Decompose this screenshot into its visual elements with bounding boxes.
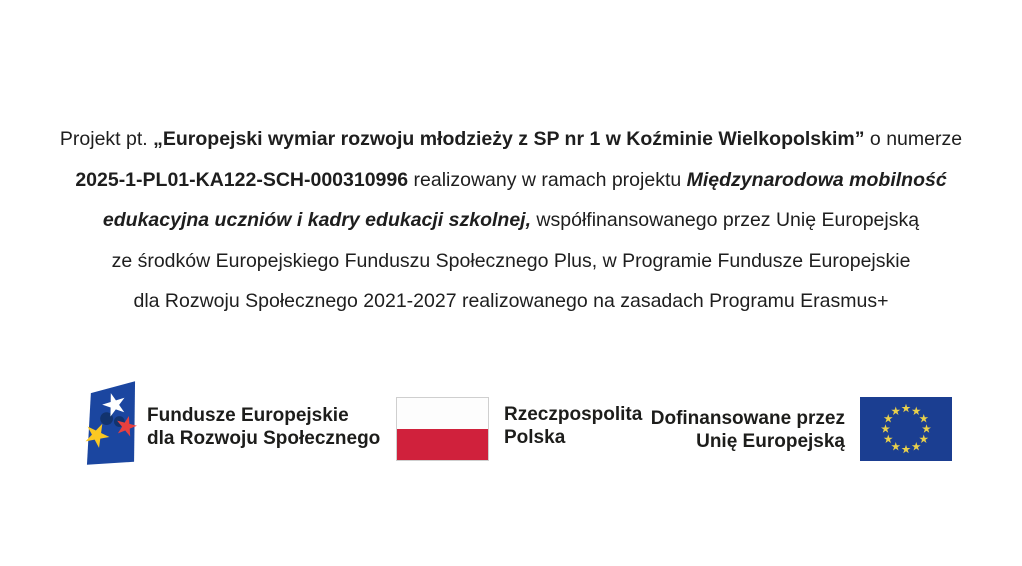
paragraph-line-3	[0, 200, 1022, 241]
text-run: o numerze	[864, 128, 963, 150]
text-run-bold: „Europejski wymiar rozwoju młodzieży z SP nr 1 w Koźminie Wielkopolskim”	[153, 128, 865, 150]
paragraph-line-1	[0, 119, 1022, 160]
eu-label-line2: Unię Europejską	[696, 431, 845, 452]
poland-label-line2: Polska	[504, 427, 566, 448]
text-run: Projekt pt.	[59, 128, 154, 150]
paragraph-line-4	[0, 241, 1022, 282]
fundusze-europejskie-label	[147, 404, 380, 450]
text-run: ze środków Europejskiego Funduszu Społecznego Plus, w Programie Fundusze Europejskie	[111, 249, 911, 272]
fundusze-label-line2: dla Rozwoju Społecznego	[147, 428, 381, 449]
text-run-bold-italic: edukacyjna uczniów i kadry edukacji szkolnej,	[102, 209, 531, 231]
poland-flag-white-stripe	[397, 398, 488, 429]
rzeczpospolita-polska-label	[504, 403, 642, 449]
eu-funding-label	[651, 407, 845, 453]
poland-flag-red-stripe	[397, 429, 488, 460]
poland-flag-icon	[396, 397, 489, 461]
paragraph-line-2	[0, 160, 1022, 201]
text-run: dla Rozwoju Społecznego 2021-2027 realizowanego na zasadach Programu Erasmus+	[133, 290, 889, 312]
fundusze-europejskie-logo-icon	[84, 379, 138, 468]
text-run: realizowany w ramach projektu	[408, 168, 687, 191]
eu-flag-icon	[860, 397, 952, 461]
project-description	[0, 119, 1022, 322]
eu-label-line1: Dofinansowane przez	[650, 408, 845, 429]
fundusze-label-line1: Fundusze Europejskie	[147, 405, 349, 426]
poland-label-line1: Rzeczpospolita	[504, 404, 643, 425]
project-number: 2025-1-PL01-KA122-SCH-000310996	[75, 168, 409, 191]
paragraph-line-5	[0, 281, 1022, 322]
text-run-bold-italic: Międzynarodowa mobilność	[686, 168, 947, 191]
text-run: współfinansowanego przez Unię Europejską	[531, 209, 920, 231]
